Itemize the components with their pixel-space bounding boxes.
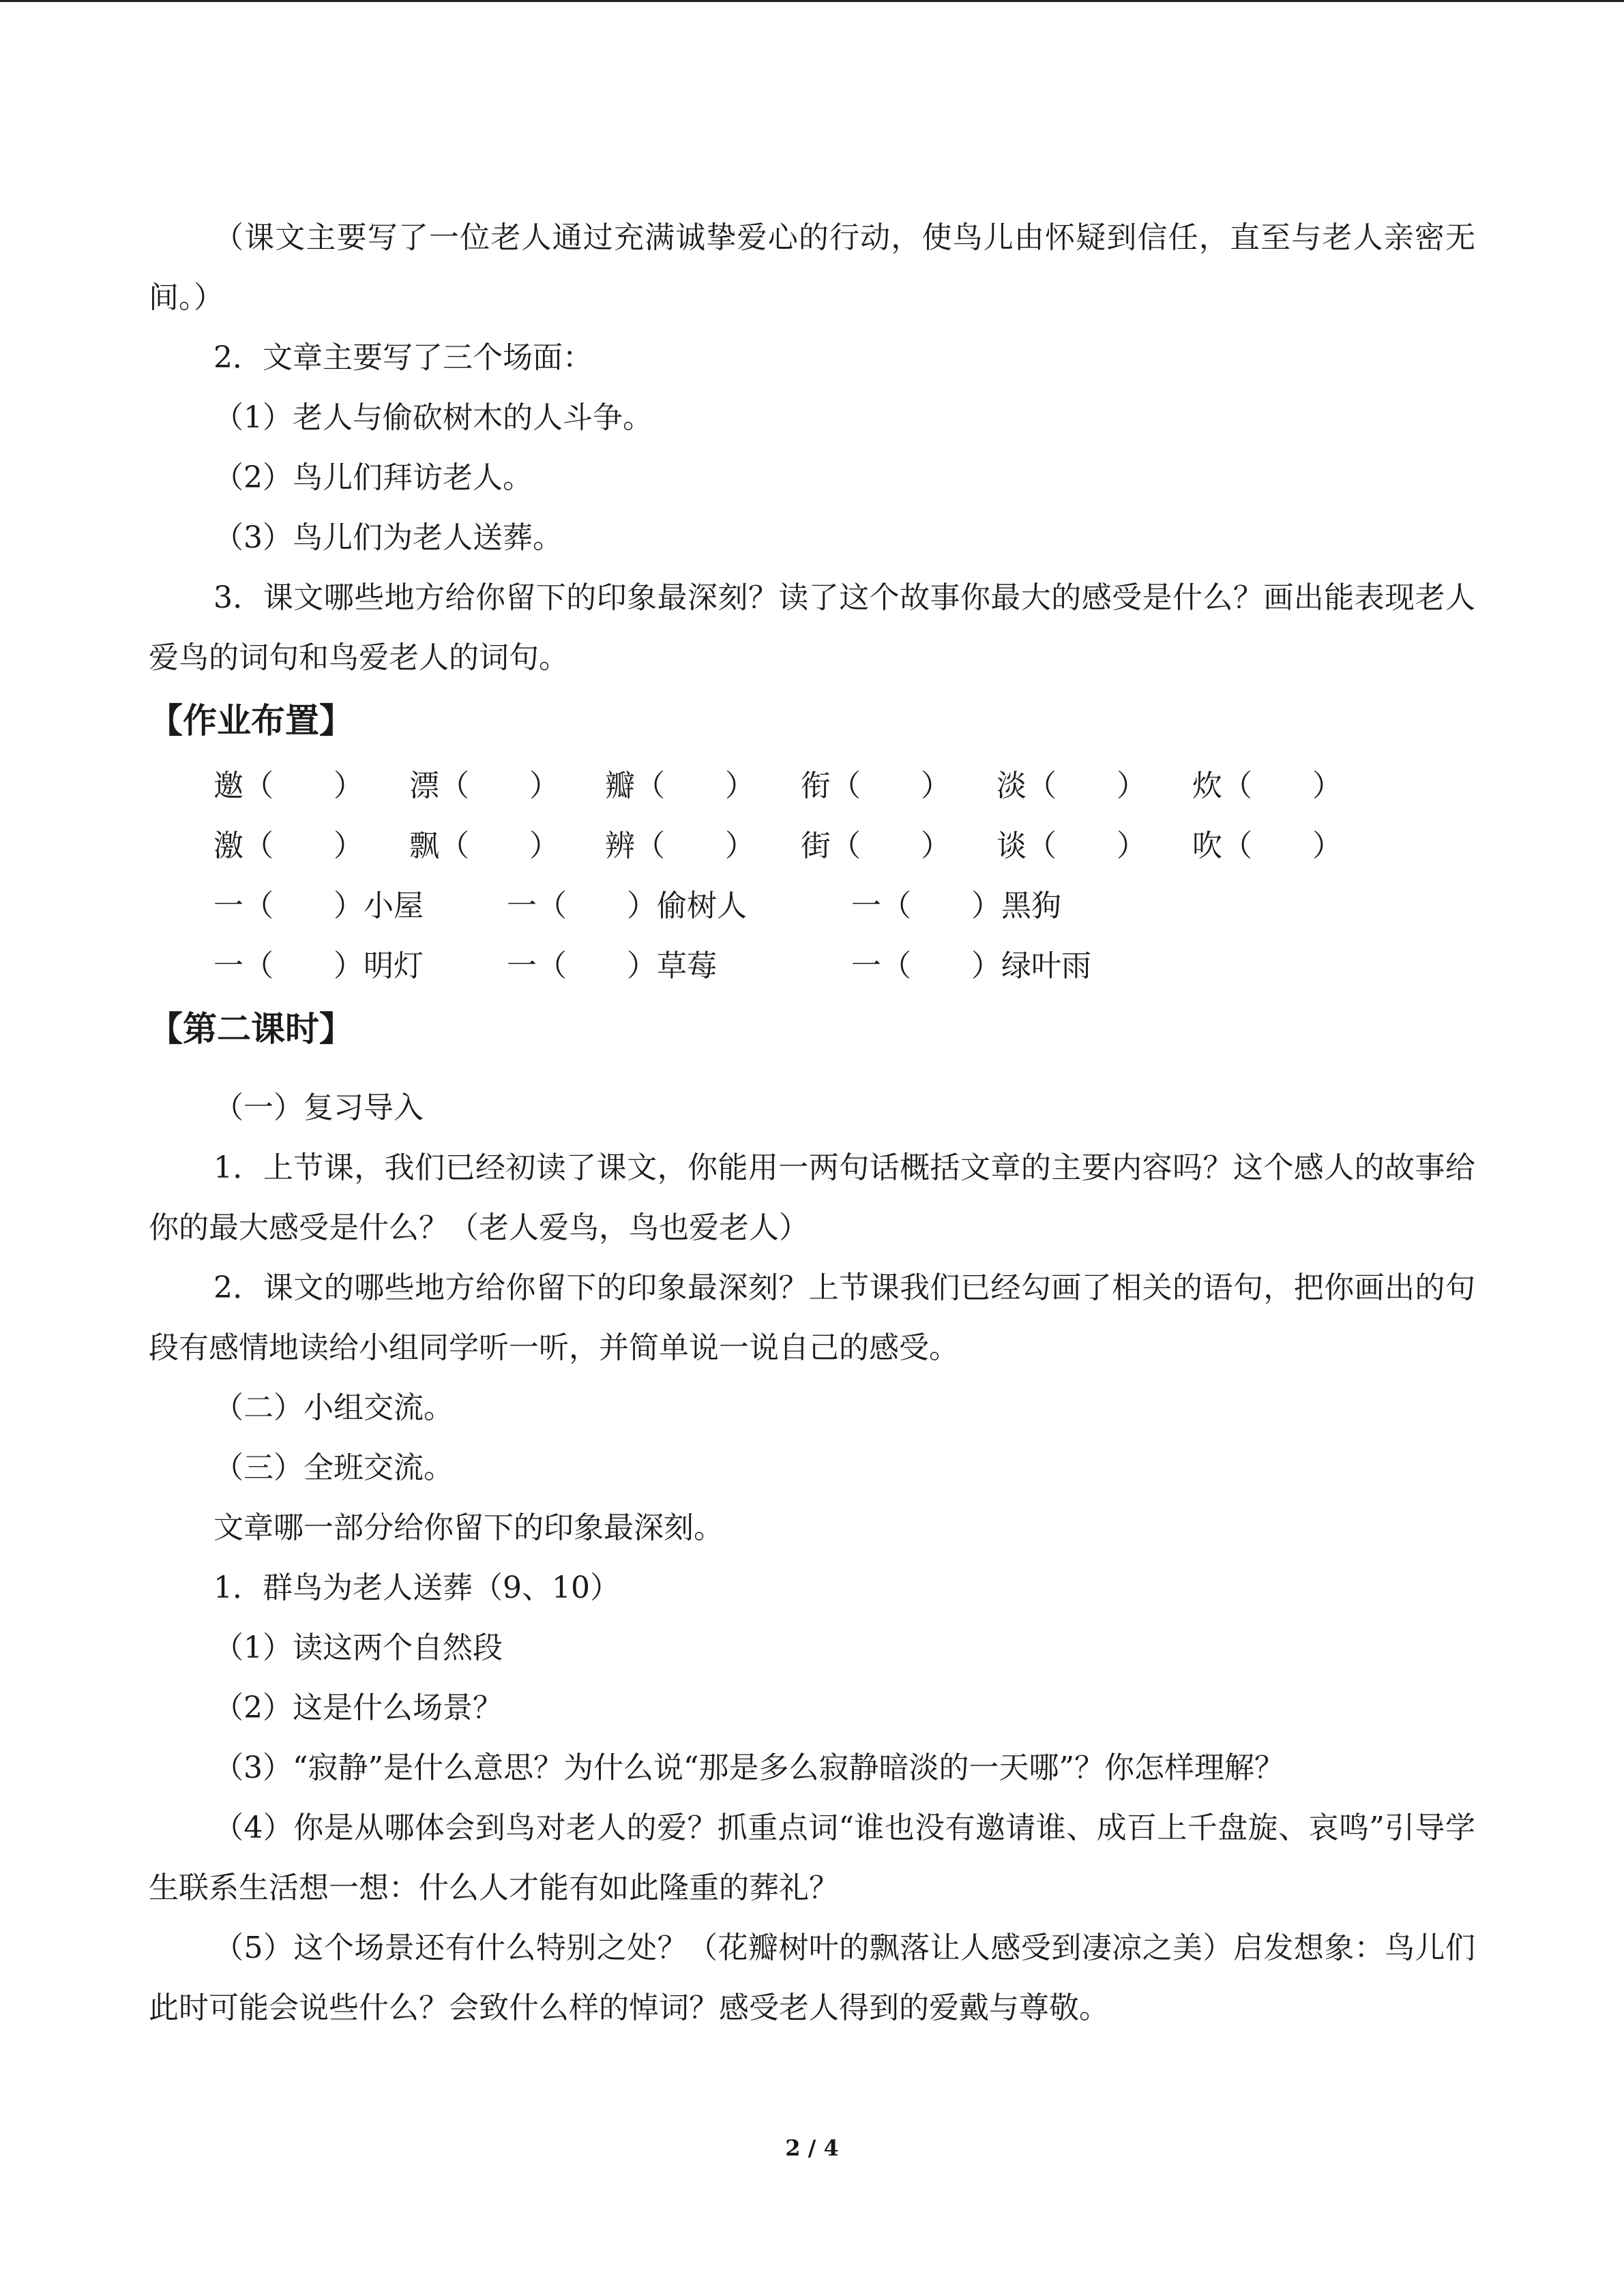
lesson2-section3: （三）全班交流。 [213,1450,454,1485]
homework-cell: 瓣（ ） [605,769,755,803]
lesson2-intro: 文章哪一部分给你留下的印象最深刻。 [213,1510,724,1545]
lesson2-section1: （一）复习导入 [213,1090,424,1125]
homework-row-2 [149,816,1475,876]
homework-cell: 衔（ ） [801,769,951,803]
lesson2-part1-e: （5）这个场景还有什么特别之处？（花瓣树叶的飘落让人感受到凄凉之美）启发想象：鸟儿们此时可能会说些什么？会致什么样的悼词？感受老人得到的爱戴与尊敬。 [149,1930,1475,2025]
homework-row-3 [149,876,1475,936]
lesson1-item2: 2．文章主要写了三个场面： [213,340,593,375]
lesson1-scene2: （2）鸟儿们拜访老人。 [213,460,533,495]
homework-cell: 辨（ ） [605,829,755,863]
lesson2-question1: 1．上节课，我们已经初读了课文，你能用一两句话概括文章的主要内容吗？这个感人的故事给你的最大感受是什么？（老人爱鸟，鸟也爱老人） [149,1150,1475,1245]
lesson1-scene1: （1）老人与偷砍树木的人斗争。 [213,400,653,435]
homework-cell: 谈（ ） [996,829,1147,863]
homework-heading: 【作业布置】 [149,701,353,741]
lesson2-part1-a: （1）读这两个自然段 [213,1630,503,1665]
homework-cell: 一（ ）小屋 [213,889,424,923]
homework-cell: 激（ ） [213,829,364,863]
homework-cell: 飘（ ） [409,829,559,863]
lesson1-item3: 3．课文哪些地方给你留下的印象最深刻？读了这个故事你最大的感受是什么？画出能表现老人爱鸟的词句和鸟爱老人的词句。 [149,580,1475,675]
lesson1-answer1: （课文主要写了一位老人通过充满诚挚爱心的行动，使鸟儿由怀疑到信任，直至与老人亲密无间。） [149,220,1475,315]
homework-cell: 吹（ ） [1192,829,1342,863]
lesson2-part1: 1．群鸟为老人送葬（9、10） [213,1570,620,1605]
document-body [149,208,1475,2038]
homework-row-4 [149,936,1475,996]
homework-cell: 漂（ ） [409,769,559,803]
lesson2-question2: 2．课文的哪些地方给你留下的印象最深刻？上节课我们已经勾画了相关的语句，把你画出的句段有感情地读给小组同学听一听，并简单说一说自己的感受。 [149,1270,1475,1365]
homework-cell: 一（ ）黑狗 [851,889,1061,923]
homework-cell: 一（ ）草莓 [507,949,717,983]
spacer [149,1064,1475,1078]
homework-cell: 一（ ）绿叶雨 [851,949,1091,983]
homework-cell: 一（ ）明灯 [213,949,424,983]
homework-cell: 一（ ）偷树人 [507,889,747,923]
homework-cell: 街（ ） [801,829,951,863]
lesson2-section2: （二）小组交流。 [213,1390,454,1425]
lesson2-part1-d: （4）你是从哪体会到鸟对老人的爱？抓重点词“谁也没有邀请谁、成百上千盘旋、哀鸣”引导学生联系生活想一想：什么人才能有如此隆重的葬礼？ [149,1810,1475,1905]
top-border [0,0,1624,2]
lesson2-part1-b: （2）这是什么场景？ [213,1690,503,1725]
homework-cell: 炊（ ） [1192,769,1342,803]
homework-row-1 [149,756,1475,816]
page-number: 2 / 4 [785,2135,839,2161]
lesson2-heading: 【第二课时】 [149,1009,353,1049]
homework-cell: 邀（ ） [213,769,364,803]
lesson1-scene3: （3）鸟儿们为老人送葬。 [213,520,563,555]
homework-cell: 淡（ ） [996,769,1147,803]
lesson2-part1-c: （3）“寂静”是什么意思？为什么说“那是多么寂静暗淡的一天哪”？你怎样理解？ [213,1750,1284,1785]
